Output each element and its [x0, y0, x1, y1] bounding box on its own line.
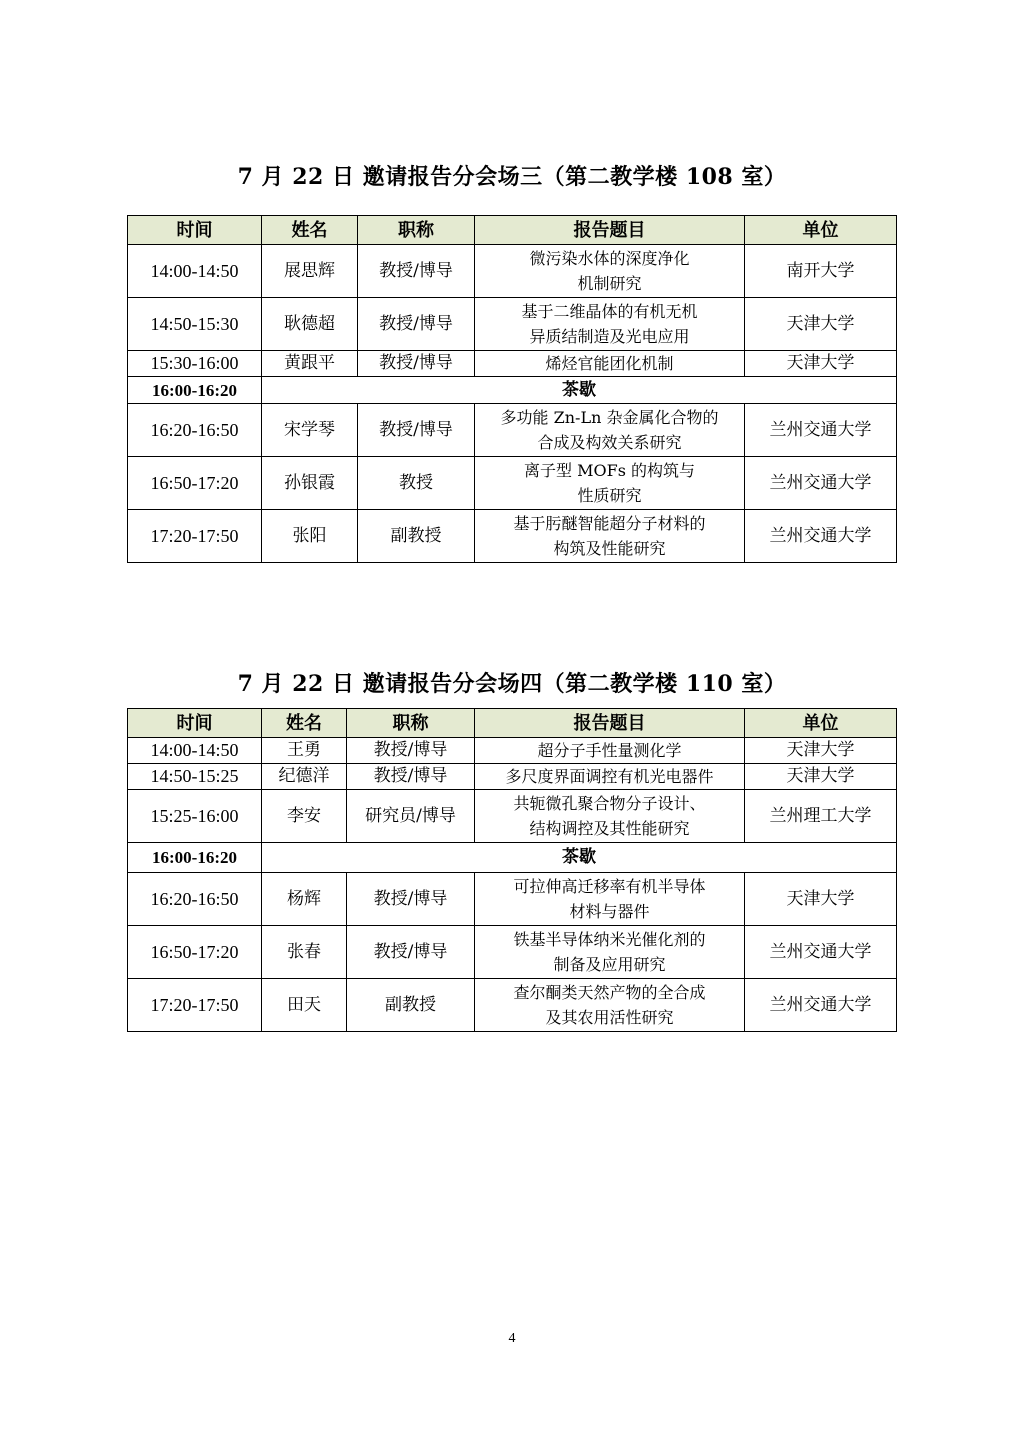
topic-cell	[475, 926, 745, 979]
topic-line: 机制研究	[577, 274, 642, 293]
topic-line: 性质研究	[577, 486, 642, 505]
session-3-title: 7 月 22 日 邀请报告分会场三（第二教学楼 108 室）	[237, 164, 787, 190]
name-cell: 耿德超	[262, 298, 358, 351]
name-cell: 张阳	[262, 510, 358, 563]
topic-line: 超分子手性量测化学	[537, 741, 682, 760]
topic-cell	[475, 351, 745, 377]
name-cell: 李安	[262, 790, 347, 843]
table-row	[128, 404, 897, 457]
rank-cell: 教授/博导	[358, 298, 475, 351]
unit-cell: 天津大学	[745, 873, 897, 926]
header-time: 时间	[128, 709, 262, 738]
topic-line: 烯烃官能团化机制	[545, 354, 674, 373]
table-row	[128, 457, 897, 510]
session-3-schedule-table	[127, 215, 897, 563]
unit-cell: 兰州交通大学	[745, 404, 897, 457]
topic-line: 基于二维晶体的有机无机	[521, 302, 698, 321]
rank-cell: 教授/博导	[358, 245, 475, 298]
topic-cell	[475, 790, 745, 843]
header-time: 时间	[128, 216, 262, 245]
topic-cell	[475, 404, 745, 457]
name-cell: 纪德洋	[262, 764, 347, 790]
tea-break-label: 茶歇	[262, 377, 897, 404]
name-cell: 宋学琴	[262, 404, 358, 457]
topic-line: 基于肟醚智能超分子材料的	[513, 514, 706, 533]
topic-line: 多尺度界面调控有机光电器件	[505, 767, 714, 786]
header-topic: 报告题目	[475, 216, 745, 245]
table-row	[128, 298, 897, 351]
unit-cell: 兰州交通大学	[745, 510, 897, 563]
time-cell: 16:50-17:20	[128, 457, 262, 510]
unit-cell: 兰州交通大学	[745, 979, 897, 1032]
header-topic: 报告题目	[475, 709, 745, 738]
page-number: 4	[508, 1331, 516, 1346]
rank-cell: 教授/博导	[358, 404, 475, 457]
name-cell: 王勇	[262, 738, 347, 764]
rank-cell: 副教授	[358, 510, 475, 563]
topic-cell	[475, 510, 745, 563]
header-unit: 单位	[745, 216, 897, 245]
tea-break-row	[128, 377, 897, 404]
unit-cell: 兰州交通大学	[745, 926, 897, 979]
rank-cell: 教授	[358, 457, 475, 510]
unit-cell: 兰州交通大学	[745, 457, 897, 510]
time-cell: 16:20-16:50	[128, 873, 262, 926]
name-cell: 黄跟平	[262, 351, 358, 377]
topic-line: 查尔酮类天然产物的全合成	[513, 983, 706, 1002]
table-header-row	[128, 709, 897, 738]
unit-cell: 南开大学	[745, 245, 897, 298]
unit-cell: 天津大学	[745, 351, 897, 377]
session-4-schedule-table	[127, 708, 897, 1032]
unit-cell: 天津大学	[745, 298, 897, 351]
header-name: 姓名	[262, 709, 347, 738]
topic-cell	[475, 457, 745, 510]
topic-line: 铁基半导体纳米光催化剂的	[513, 930, 706, 949]
table-row	[128, 979, 897, 1032]
name-cell: 张春	[262, 926, 347, 979]
unit-cell: 天津大学	[745, 764, 897, 790]
topic-cell	[475, 764, 745, 790]
table-header-row	[128, 216, 897, 245]
rank-cell: 教授/博导	[358, 351, 475, 377]
tea-break-label: 茶歇	[262, 843, 897, 873]
table-row	[128, 764, 897, 790]
topic-line: 异质结制造及光电应用	[529, 327, 690, 346]
rank-cell: 教授/博导	[347, 873, 475, 926]
rank-cell: 副教授	[347, 979, 475, 1032]
topic-cell	[475, 873, 745, 926]
time-cell: 16:20-16:50	[128, 404, 262, 457]
table-row	[128, 873, 897, 926]
name-cell: 杨辉	[262, 873, 347, 926]
rank-cell: 教授/博导	[347, 738, 475, 764]
unit-cell: 天津大学	[745, 738, 897, 764]
session-4-title: 7 月 22 日 邀请报告分会场四（第二教学楼 110 室）	[237, 671, 787, 697]
name-cell: 孙银霞	[262, 457, 358, 510]
topic-cell	[475, 979, 745, 1032]
break-time-cell: 16:00-16:20	[128, 843, 262, 873]
topic-cell	[475, 738, 745, 764]
header-name: 姓名	[262, 216, 358, 245]
table-row	[128, 510, 897, 563]
topic-line: 多功能 Zn-Ln 杂金属化合物的	[500, 408, 719, 427]
header-rank: 职称	[347, 709, 475, 738]
table-row	[128, 351, 897, 377]
topic-line: 材料与器件	[569, 902, 650, 921]
name-cell: 田天	[262, 979, 347, 1032]
topic-cell	[475, 298, 745, 351]
time-cell: 17:20-17:50	[128, 510, 262, 563]
topic-line: 结构调控及其性能研究	[529, 819, 690, 838]
tea-break-row	[128, 843, 897, 873]
topic-line: 共轭微孔聚合物分子设计、	[513, 794, 706, 813]
time-cell: 15:25-16:00	[128, 790, 262, 843]
time-cell: 16:50-17:20	[128, 926, 262, 979]
table-row	[128, 790, 897, 843]
time-cell: 14:00-14:50	[128, 738, 262, 764]
topic-line: 制备及应用研究	[553, 955, 666, 974]
rank-cell: 研究员/博导	[347, 790, 475, 843]
table-row	[128, 245, 897, 298]
rank-cell: 教授/博导	[347, 764, 475, 790]
table-row	[128, 926, 897, 979]
time-cell: 14:50-15:25	[128, 764, 262, 790]
rank-cell: 教授/博导	[347, 926, 475, 979]
time-cell: 15:30-16:00	[128, 351, 262, 377]
name-cell: 展思辉	[262, 245, 358, 298]
time-cell: 17:20-17:50	[128, 979, 262, 1032]
break-time-cell: 16:00-16:20	[128, 377, 262, 404]
topic-line: 及其农用活性研究	[545, 1008, 674, 1027]
time-cell: 14:00-14:50	[128, 245, 262, 298]
topic-line: 可拉伸高迁移率有机半导体	[513, 877, 706, 896]
header-unit: 单位	[745, 709, 897, 738]
time-cell: 14:50-15:30	[128, 298, 262, 351]
topic-line: 合成及构效关系研究	[537, 433, 682, 452]
topic-line: 离子型 MOFs 的构筑与	[524, 461, 695, 480]
topic-cell	[475, 245, 745, 298]
unit-cell: 兰州理工大学	[745, 790, 897, 843]
topic-line: 微污染水体的深度净化	[529, 249, 690, 268]
table-row	[128, 738, 897, 764]
topic-line: 构筑及性能研究	[553, 539, 666, 558]
header-rank: 职称	[358, 216, 475, 245]
